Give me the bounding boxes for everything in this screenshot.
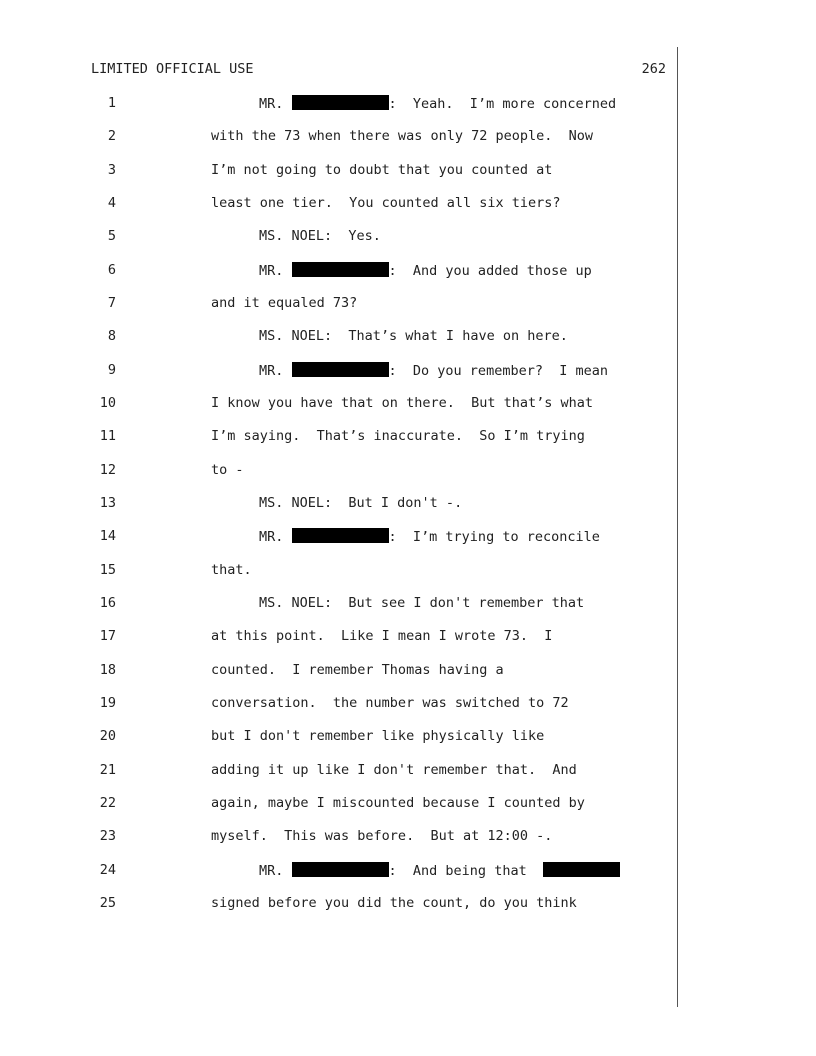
- redaction-block: [292, 362, 389, 377]
- transcript-line: [0, 828, 816, 848]
- line-text: MS. NOEL: But I don't -.: [259, 495, 463, 511]
- page-number: 262: [641, 61, 666, 77]
- transcript-line: [0, 362, 816, 382]
- transcript-line: [0, 528, 816, 548]
- line-text: adding it up like I don't remember that. And: [211, 762, 577, 778]
- line-text: [259, 95, 666, 112]
- transcript-line: [0, 462, 816, 482]
- line-text: I’m saying. That’s inaccurate. So I’m trying: [211, 428, 585, 444]
- redaction-block: [292, 95, 389, 110]
- line-text: [259, 862, 666, 879]
- line-number: 8: [107, 328, 116, 344]
- redaction-block: [543, 862, 620, 877]
- line-number: 22: [99, 795, 116, 811]
- line-number: 15: [99, 562, 116, 578]
- line-text: [259, 262, 666, 279]
- line-number: 19: [99, 695, 116, 711]
- line-text: conversation. the number was switched to 72: [211, 695, 569, 711]
- line-number: 17: [99, 628, 116, 644]
- line-number: 6: [107, 262, 116, 278]
- transcript-line: [0, 695, 816, 715]
- line-text: [259, 528, 666, 545]
- line-number: 20: [99, 728, 116, 744]
- transcript-line: [0, 195, 816, 215]
- line-text: and it equaled 73?: [211, 295, 358, 311]
- line-number: 21: [99, 762, 116, 778]
- transcript-line: [0, 495, 816, 515]
- transcript-line: [0, 562, 816, 582]
- line-text: to -: [211, 462, 244, 478]
- line-text: I know you have that on there. But that’s what: [211, 395, 594, 411]
- line-number: 13: [99, 495, 116, 511]
- line-number: 25: [99, 895, 116, 911]
- speaker-text: : Yeah. I’m more concerned: [388, 96, 617, 112]
- speaker-prefix: MR.: [259, 263, 284, 279]
- transcript-line: [0, 328, 816, 348]
- transcript-line: [0, 662, 816, 682]
- line-text: myself. This was before. But at 12:00 -.: [211, 828, 553, 844]
- line-number: 23: [99, 828, 116, 844]
- line-text: MS. NOEL: Yes.: [259, 228, 381, 244]
- transcript-line: [0, 895, 816, 915]
- speaker-text: : And you added those up: [388, 263, 592, 279]
- transcript-line: [0, 395, 816, 415]
- line-number: 1: [107, 95, 116, 111]
- line-number: 10: [99, 395, 116, 411]
- line-number: 7: [107, 295, 116, 311]
- page-header: [91, 61, 666, 81]
- line-number: 24: [99, 862, 116, 878]
- transcript-line: [0, 262, 816, 282]
- classification-label: LIMITED OFFICIAL USE: [91, 61, 254, 77]
- line-number: 9: [107, 362, 116, 378]
- speaker-text: : Do you remember? I mean: [388, 363, 608, 379]
- line-text: with the 73 when there was only 72 people. Now: [211, 128, 594, 144]
- line-text: MS. NOEL: That’s what I have on here.: [259, 328, 568, 344]
- transcript-line: [0, 762, 816, 782]
- transcript-line: [0, 162, 816, 182]
- redaction-block: [292, 262, 389, 277]
- redaction-block: [292, 528, 389, 543]
- line-number: 5: [107, 228, 116, 244]
- line-number: 18: [99, 662, 116, 678]
- speaker-text: : I’m trying to reconcile: [388, 529, 600, 545]
- line-text: again, maybe I miscounted because I counted by: [211, 795, 585, 811]
- line-text: MS. NOEL: But see I don't remember that: [259, 595, 585, 611]
- line-text: but I don't remember like physically like: [211, 728, 545, 744]
- transcript-line: [0, 595, 816, 615]
- line-text: signed before you did the count, do you think: [211, 895, 577, 911]
- transcript-line: [0, 128, 816, 148]
- speaker-prefix: MR.: [259, 96, 284, 112]
- line-number: 16: [99, 595, 116, 611]
- speaker-prefix: MR.: [259, 363, 284, 379]
- transcript-line: [0, 428, 816, 448]
- transcript-line: [0, 795, 816, 815]
- speaker-prefix: MR.: [259, 863, 284, 879]
- line-number: 2: [107, 128, 116, 144]
- line-text: least one tier. You counted all six tiers?: [211, 195, 561, 211]
- transcript-line: [0, 95, 816, 115]
- redaction-block: [292, 862, 389, 877]
- transcript-line: [0, 862, 816, 882]
- line-text: [259, 362, 666, 379]
- line-number: 12: [99, 462, 116, 478]
- line-number: 11: [99, 428, 116, 444]
- line-number: 4: [107, 195, 116, 211]
- line-number: 14: [99, 528, 116, 544]
- line-text: that.: [211, 562, 252, 578]
- line-text: at this point. Like I mean I wrote 73. I: [211, 628, 553, 644]
- line-text: I’m not going to doubt that you counted at: [211, 162, 553, 178]
- line-text: counted. I remember Thomas having a: [211, 662, 504, 678]
- speaker-text: : And being that: [388, 863, 527, 879]
- transcript-line: [0, 628, 816, 648]
- transcript-line: [0, 728, 816, 748]
- speaker-prefix: MR.: [259, 529, 284, 545]
- line-number: 3: [107, 162, 116, 178]
- transcript-line: [0, 228, 816, 248]
- transcript-line: [0, 295, 816, 315]
